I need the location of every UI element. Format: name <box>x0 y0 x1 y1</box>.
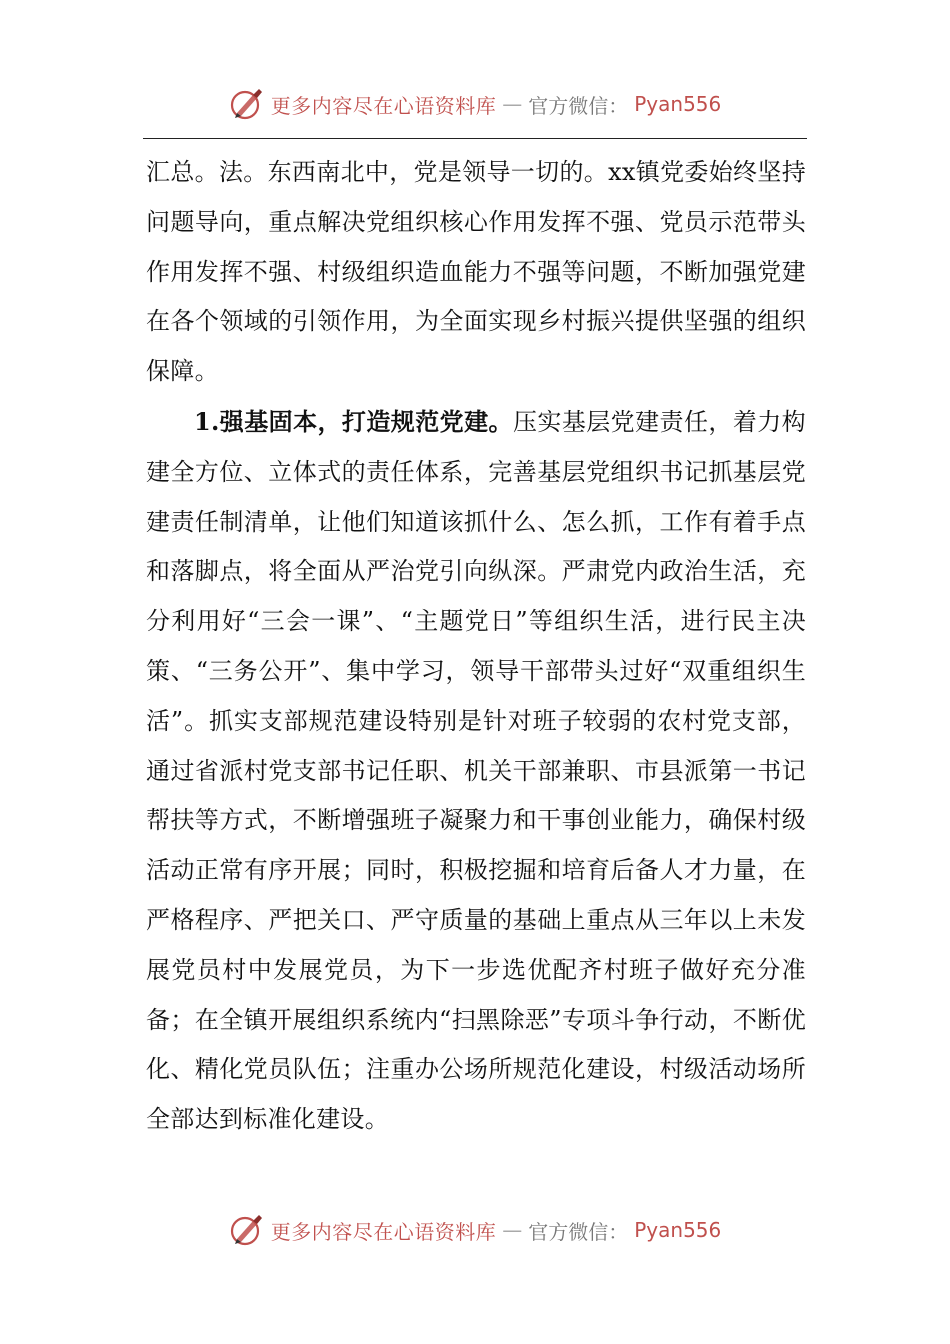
footer-watermark <box>0 1210 950 1250</box>
pen-logo-icon <box>229 86 265 122</box>
pen-logo-icon <box>229 1212 265 1248</box>
watermark-wechat-id: Pyan556 <box>634 92 722 116</box>
watermark-wechat-label: 官方微信： <box>528 93 629 118</box>
section-text: 压实基层党建责任，着力构建全方位、立体式的责任体系，完善基层党组织书记抓基层党建责任制清单，让他们知道该抓什么、怎么抓，工作有着手点和落脚点，将全面从严治党引向纵深。严肃党内政治生活，充分利用好“三会一课”、“主题党日”等组织生活，进行民主决策、“三务公开”、集中学习，领导干部带头过好“双重组织生活”。抓实支部规范建设特别是针对班子较弱的农村党支部，通过省派村党支部书记任职、机关干部兼职、市县派第一书记帮扶等方式，不断增强班子凝聚力和干事创业能力，确保村级活动正常有序开展；同时，积极挖掘和培育后备人才力量，在严格程序、严把关口、严守质量的基础上重点从三年以上未发展党员村中发展党员，为下一步选优配齐村班子做好充分准备；在全镇开展组织系统内“扫黑除恶”专项斗争行动，不断优化、精化党员队伍；注重办公场所规范化建设，村级活动场所全部达到标准化建设。 <box>146 407 806 1134</box>
header-watermark <box>0 84 950 124</box>
watermark-wechat-label: 官方微信： <box>528 1219 629 1244</box>
watermark-brand: 更多内容尽在心语资料库 <box>270 93 497 118</box>
section-paragraph <box>146 397 806 1145</box>
watermark-dash: — <box>502 1218 523 1242</box>
header-divider <box>143 138 807 139</box>
watermark-wechat-id: Pyan556 <box>634 1218 722 1242</box>
section-heading: 1.强基固本，打造规范党建。 <box>194 406 513 436</box>
watermark-dash: — <box>502 92 523 116</box>
body-paragraph: 汇总。法。东西南北中，党是领导一切的。xx镇党委始终坚持问题导向，重点解决党组织核心作用发挥不强、党员示范带头作用发挥不强、村级组织造血能力不强等问题，不断加强党建在各个领域的引领作用，为全面实现乡村振兴提供坚强的组织保障。 <box>146 158 806 386</box>
document-body <box>146 148 806 1145</box>
watermark-brand: 更多内容尽在心语资料库 <box>270 1219 497 1244</box>
